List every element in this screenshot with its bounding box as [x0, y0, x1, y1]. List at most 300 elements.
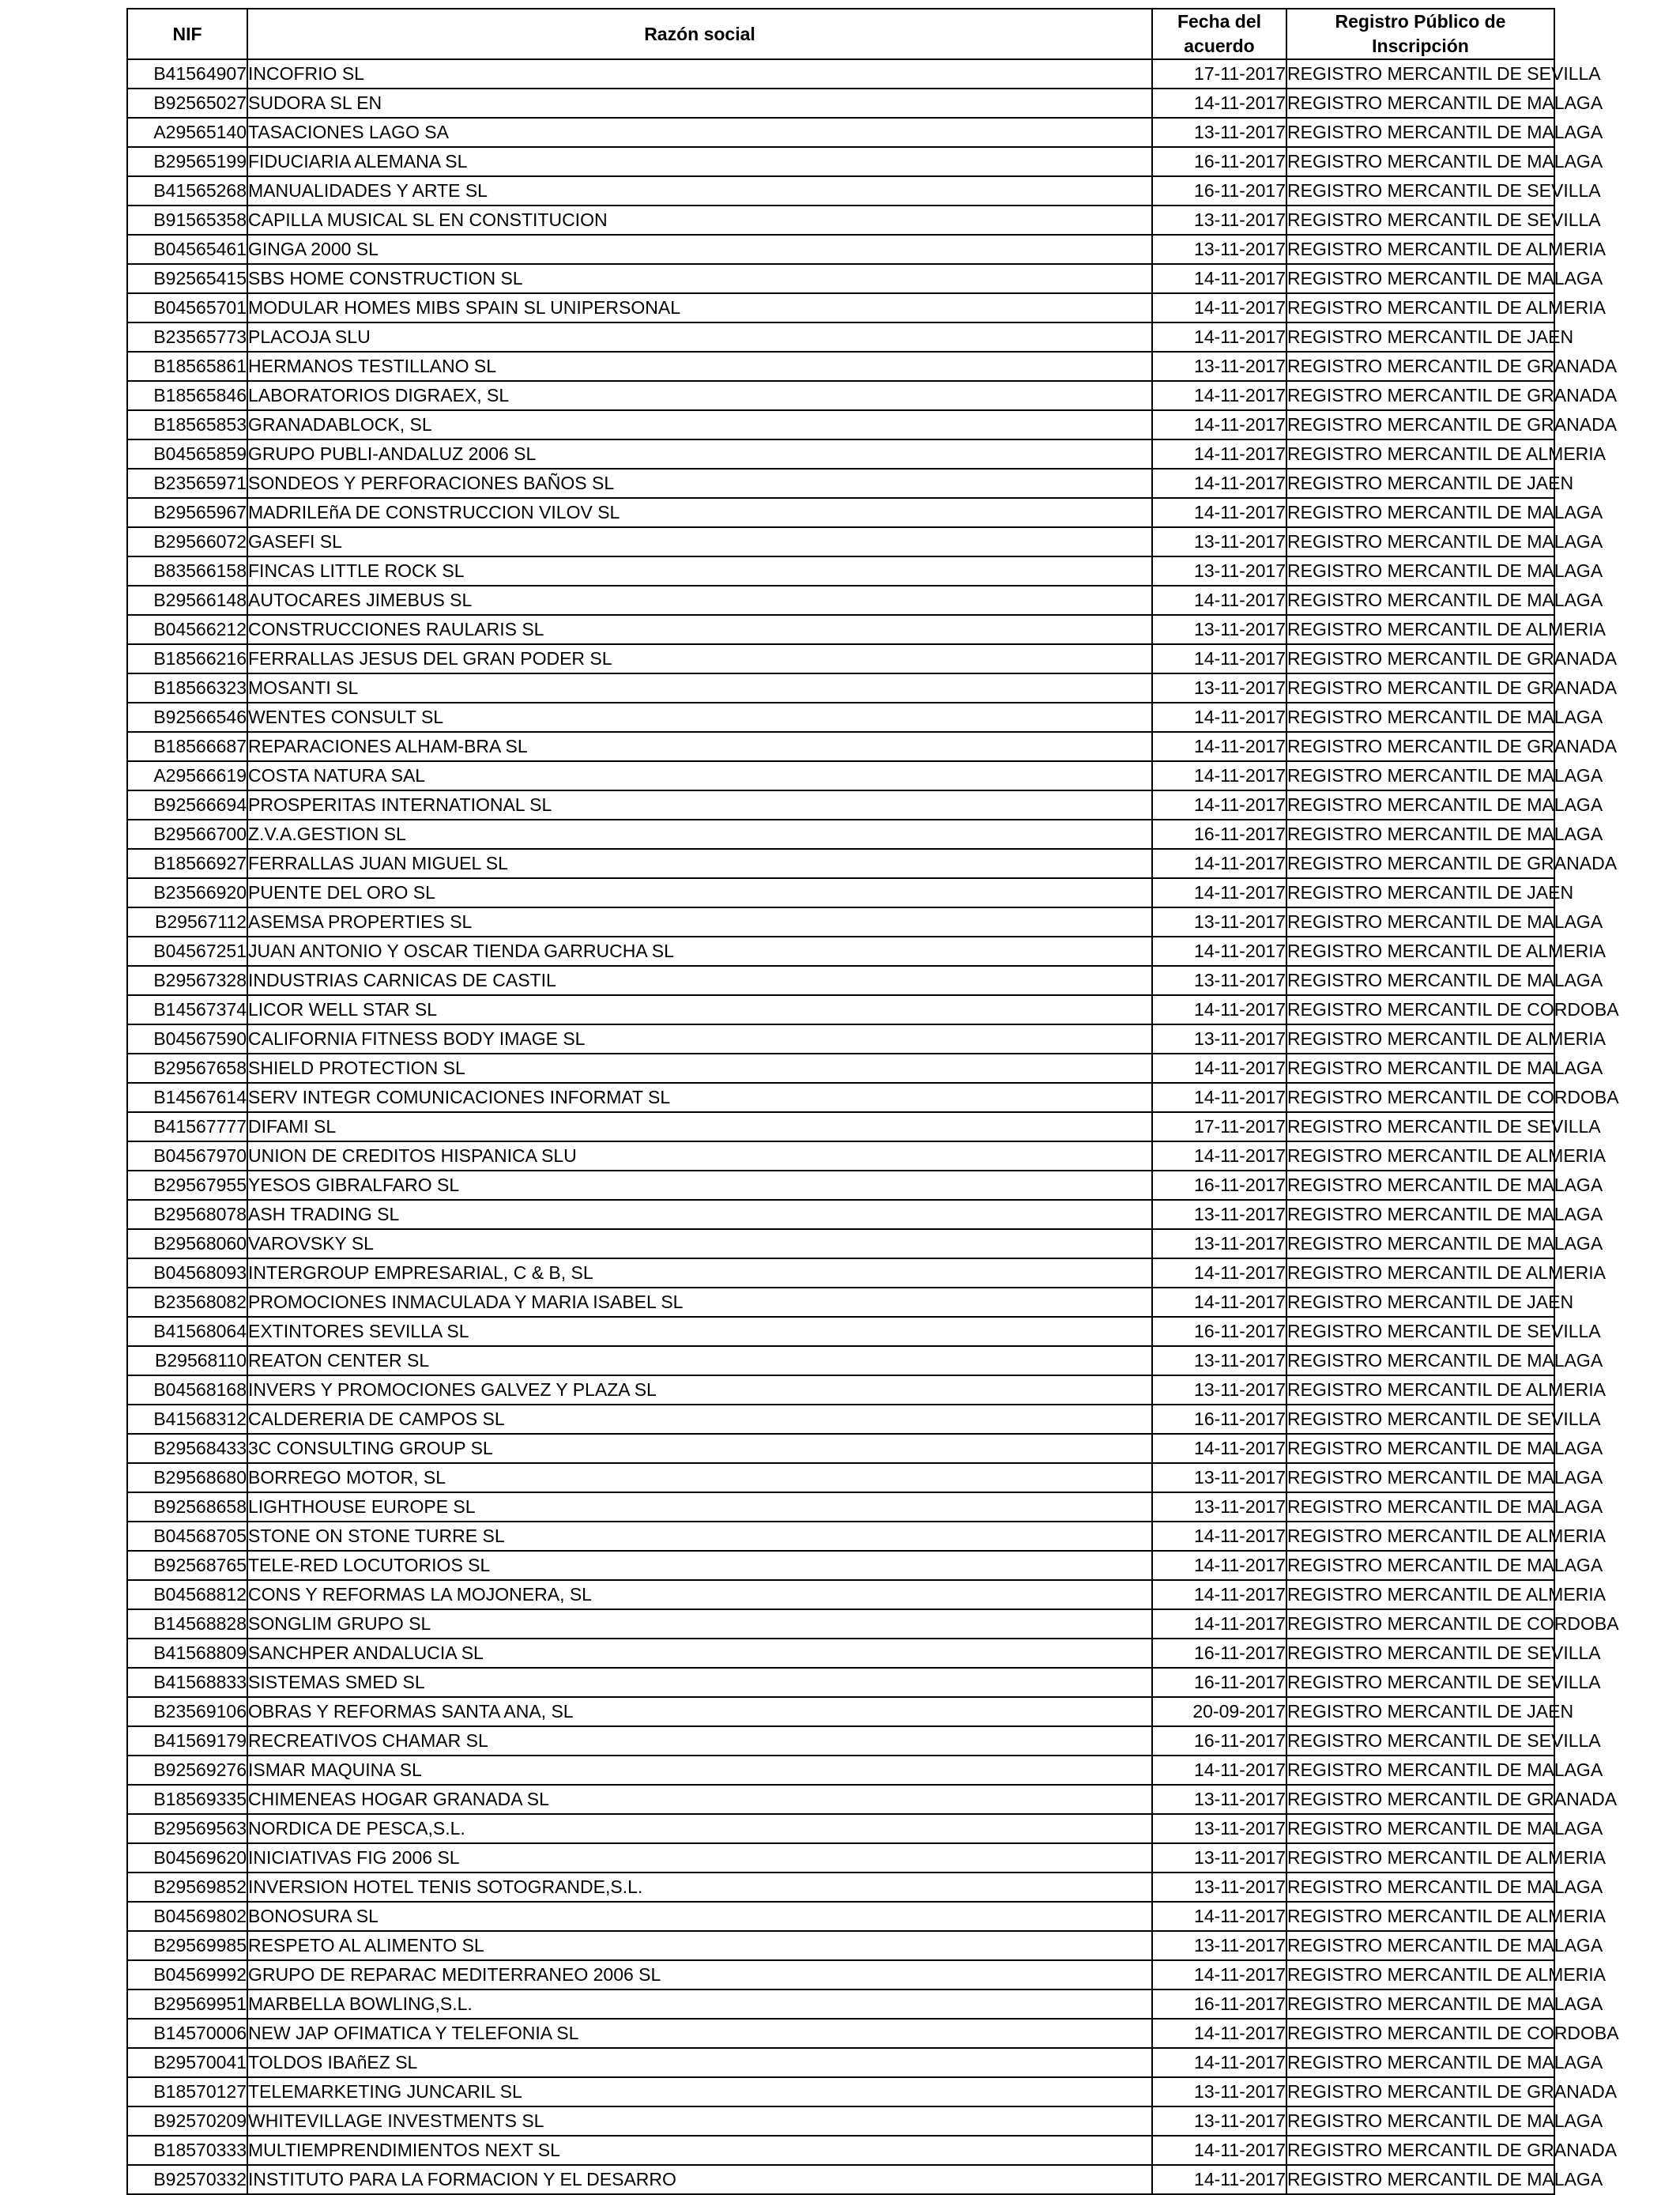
- cell-razon-social: GRANADABLOCK, SL: [247, 410, 1152, 439]
- table-row: [127, 1609, 1554, 1639]
- cell-fecha: 13-11-2017: [1152, 235, 1286, 264]
- cell-fecha: 13-11-2017: [1152, 907, 1286, 937]
- cell-registro: REGISTRO MERCANTIL DE ALMERIA: [1286, 1843, 1554, 1873]
- cell-fecha: 14-11-2017: [1152, 1258, 1286, 1288]
- cell-fecha: 14-11-2017: [1152, 1551, 1286, 1580]
- cell-fecha: 16-11-2017: [1152, 820, 1286, 849]
- cell-registro: REGISTRO MERCANTIL DE MALAGA: [1286, 1171, 1554, 1200]
- cell-fecha: 13-11-2017: [1152, 1463, 1286, 1492]
- cell-nif: B04565461: [127, 235, 247, 264]
- cell-registro: REGISTRO MERCANTIL DE MALAGA: [1286, 527, 1554, 556]
- cell-registro: REGISTRO MERCANTIL DE MALAGA: [1286, 264, 1554, 293]
- cell-nif: B18566927: [127, 849, 247, 878]
- cell-registro: REGISTRO MERCANTIL DE GRANADA: [1286, 1785, 1554, 1814]
- cell-fecha: 14-11-2017: [1152, 1756, 1286, 1785]
- cell-registro: REGISTRO MERCANTIL DE ALMERIA: [1286, 293, 1554, 322]
- cell-registro: REGISTRO MERCANTIL DE MALAGA: [1286, 2048, 1554, 2077]
- registry-table: [126, 8, 1619, 2195]
- table-row: [127, 615, 1554, 644]
- cell-registro: REGISTRO MERCANTIL DE GRANADA: [1286, 381, 1554, 410]
- cell-registro: REGISTRO MERCANTIL DE CORDOBA: [1286, 1609, 1554, 1639]
- cell-nif: B92565027: [127, 89, 247, 118]
- table-row: [127, 1756, 1554, 1785]
- cell-nif: B04569992: [127, 1960, 247, 1989]
- table-body: [127, 59, 1619, 2194]
- cell-nif: B23566920: [127, 878, 247, 907]
- table-row: [127, 1258, 1554, 1288]
- table-row: [127, 878, 1554, 907]
- cell-registro: REGISTRO MERCANTIL DE SEVILLA: [1286, 1317, 1554, 1346]
- table-row: [127, 732, 1554, 761]
- cell-registro: REGISTRO MERCANTIL DE MALAGA: [1286, 1054, 1554, 1083]
- header-row: [127, 9, 1554, 59]
- cell-razon-social: MANUALIDADES Y ARTE SL: [247, 176, 1152, 206]
- table-row: [127, 966, 1554, 995]
- cell-razon-social: PROSPERITAS INTERNATIONAL SL: [247, 790, 1152, 820]
- cell-fecha: 13-11-2017: [1152, 1375, 1286, 1405]
- cell-nif: B92565415: [127, 264, 247, 293]
- cell-razon-social: OBRAS Y REFORMAS SANTA ANA, SL: [247, 1697, 1152, 1726]
- cell-razon-social: PLACOJA SLU: [247, 322, 1152, 352]
- cell-nif: B92570332: [127, 2165, 247, 2194]
- cell-nif: B29568060: [127, 1229, 247, 1258]
- cell-nif: B29568110: [127, 1346, 247, 1375]
- cell-razon-social: INVERSION HOTEL TENIS SOTOGRANDE,S.L.: [247, 1873, 1152, 1902]
- table-row: [127, 352, 1554, 381]
- cell-nif: B23568082: [127, 1288, 247, 1317]
- cell-fecha: 13-11-2017: [1152, 615, 1286, 644]
- cell-fecha: 14-11-2017: [1152, 1580, 1286, 1609]
- cell-razon-social: ASH TRADING SL: [247, 1200, 1152, 1229]
- cell-fecha: 14-11-2017: [1152, 89, 1286, 118]
- cell-fecha: 14-11-2017: [1152, 1960, 1286, 1989]
- cell-razon-social: ISMAR MAQUINA SL: [247, 1756, 1152, 1785]
- cell-nif: B92570209: [127, 2106, 247, 2136]
- table-row: [127, 1960, 1554, 1989]
- cell-nif: B92566546: [127, 703, 247, 732]
- cell-nif: B29565967: [127, 498, 247, 527]
- cell-nif: B04567970: [127, 1141, 247, 1171]
- cell-registro: REGISTRO MERCANTIL DE ALMERIA: [1286, 1902, 1554, 1931]
- cell-razon-social: MULTIEMPRENDIMIENTOS NEXT SL: [247, 2136, 1152, 2165]
- cell-nif: B29568433: [127, 1434, 247, 1463]
- cell-razon-social: YESOS GIBRALFARO SL: [247, 1171, 1152, 1200]
- table-row: [127, 1288, 1554, 1317]
- cell-razon-social: FERRALLAS JESUS DEL GRAN PODER SL: [247, 644, 1152, 673]
- cell-registro: REGISTRO MERCANTIL DE ALMERIA: [1286, 439, 1554, 469]
- cell-nif: B18570333: [127, 2136, 247, 2165]
- cell-fecha: 16-11-2017: [1152, 1317, 1286, 1346]
- table-row: [127, 1814, 1554, 1843]
- cell-registro: REGISTRO MERCANTIL DE ALMERIA: [1286, 235, 1554, 264]
- cell-fecha: 13-11-2017: [1152, 1200, 1286, 1229]
- cell-fecha: 14-11-2017: [1152, 878, 1286, 907]
- cell-nif: B29569985: [127, 1931, 247, 1960]
- cell-nif: B29566148: [127, 586, 247, 615]
- cell-fecha: 16-11-2017: [1152, 1726, 1286, 1756]
- cell-razon-social: PROMOCIONES INMACULADA Y MARIA ISABEL SL: [247, 1288, 1152, 1317]
- table-row: [127, 790, 1554, 820]
- cell-nif: B18565846: [127, 381, 247, 410]
- cell-razon-social: GASEFI SL: [247, 527, 1152, 556]
- cell-razon-social: FIDUCIARIA ALEMANA SL: [247, 147, 1152, 176]
- cell-registro: REGISTRO MERCANTIL DE MALAGA: [1286, 586, 1554, 615]
- cell-registro: REGISTRO MERCANTIL DE MALAGA: [1286, 907, 1554, 937]
- cell-registro: REGISTRO MERCANTIL DE MALAGA: [1286, 2106, 1554, 2136]
- cell-nif: B41569179: [127, 1726, 247, 1756]
- table-row: [127, 2048, 1554, 2077]
- cell-nif: B04567251: [127, 937, 247, 966]
- cell-nif: B18566687: [127, 732, 247, 761]
- cell-registro: REGISTRO MERCANTIL DE MALAGA: [1286, 118, 1554, 147]
- table-row: [127, 1024, 1554, 1054]
- table-row: [127, 1141, 1554, 1171]
- cell-registro: REGISTRO MERCANTIL DE MALAGA: [1286, 2165, 1554, 2194]
- cell-razon-social: ASEMSA PROPERTIES SL: [247, 907, 1152, 937]
- cell-nif: B29567112: [127, 907, 247, 937]
- table-row: [127, 439, 1554, 469]
- cell-razon-social: REPARACIONES ALHAM-BRA SL: [247, 732, 1152, 761]
- cell-razon-social: SONDEOS Y PERFORACIONES BAÑOS SL: [247, 469, 1152, 498]
- cell-razon-social: SISTEMAS SMED SL: [247, 1668, 1152, 1697]
- table-row: [127, 469, 1554, 498]
- cell-nif: B29567658: [127, 1054, 247, 1083]
- cell-fecha: 13-11-2017: [1152, 1931, 1286, 1960]
- cell-fecha: 16-11-2017: [1152, 147, 1286, 176]
- cell-razon-social: Z.V.A.GESTION SL: [247, 820, 1152, 849]
- cell-nif: B29569951: [127, 1989, 247, 2019]
- header-razon-social: Razón social: [247, 9, 1152, 59]
- cell-fecha: 13-11-2017: [1152, 2106, 1286, 2136]
- cell-registro: REGISTRO MERCANTIL DE MALAGA: [1286, 1551, 1554, 1580]
- cell-razon-social: MADRILEñA DE CONSTRUCCION VILOV SL: [247, 498, 1152, 527]
- table-row: [127, 1785, 1554, 1814]
- cell-razon-social: GINGA 2000 SL: [247, 235, 1152, 264]
- table-row: [127, 849, 1554, 878]
- cell-nif: B41565268: [127, 176, 247, 206]
- cell-nif: B23565773: [127, 322, 247, 352]
- cell-registro: REGISTRO MERCANTIL DE ALMERIA: [1286, 1522, 1554, 1551]
- cell-fecha: 14-11-2017: [1152, 498, 1286, 527]
- cell-registro: REGISTRO MERCANTIL DE GRANADA: [1286, 352, 1554, 381]
- cell-nif: B18566216: [127, 644, 247, 673]
- cell-fecha: 14-11-2017: [1152, 761, 1286, 790]
- table-row: [127, 118, 1554, 147]
- table-row: [127, 1639, 1554, 1668]
- cell-registro: REGISTRO MERCANTIL DE GRANADA: [1286, 732, 1554, 761]
- table-row: [127, 1405, 1554, 1434]
- table-row: [127, 89, 1554, 118]
- cell-razon-social: VAROVSKY SL: [247, 1229, 1152, 1258]
- cell-registro: REGISTRO MERCANTIL DE GRANADA: [1286, 644, 1554, 673]
- cell-nif: A29566619: [127, 761, 247, 790]
- cell-razon-social: SUDORA SL EN: [247, 89, 1152, 118]
- cell-fecha: 13-11-2017: [1152, 966, 1286, 995]
- cell-razon-social: WENTES CONSULT SL: [247, 703, 1152, 732]
- table-row: [127, 937, 1554, 966]
- cell-nif: B29569563: [127, 1814, 247, 1843]
- table-row: [127, 1229, 1554, 1258]
- cell-razon-social: COSTA NATURA SAL: [247, 761, 1152, 790]
- cell-nif: B18566323: [127, 673, 247, 703]
- cell-registro: REGISTRO MERCANTIL DE ALMERIA: [1286, 937, 1554, 966]
- table-row: [127, 907, 1554, 937]
- header-registro: Registro Público de Inscripción: [1286, 9, 1554, 59]
- cell-registro: REGISTRO MERCANTIL DE MALAGA: [1286, 1200, 1554, 1229]
- cell-nif: A29565140: [127, 118, 247, 147]
- cell-nif: B14567374: [127, 995, 247, 1024]
- cell-fecha: 13-11-2017: [1152, 1785, 1286, 1814]
- cell-registro: REGISTRO MERCANTIL DE CORDOBA: [1286, 1083, 1554, 1112]
- cell-registro: REGISTRO MERCANTIL DE GRANADA: [1286, 2136, 1554, 2165]
- cell-razon-social: TELE-RED LOCUTORIOS SL: [247, 1551, 1152, 1580]
- cell-registro: REGISTRO MERCANTIL DE SEVILLA: [1286, 1726, 1554, 1756]
- cell-registro: REGISTRO MERCANTIL DE SEVILLA: [1286, 1639, 1554, 1668]
- cell-registro: REGISTRO MERCANTIL DE SEVILLA: [1286, 1112, 1554, 1141]
- cell-nif: B18565861: [127, 352, 247, 381]
- cell-nif: B41568833: [127, 1668, 247, 1697]
- cell-razon-social: STONE ON STONE TURRE SL: [247, 1522, 1152, 1551]
- table-row: [127, 556, 1554, 586]
- cell-fecha: 17-11-2017: [1152, 1112, 1286, 1141]
- cell-registro: REGISTRO MERCANTIL DE MALAGA: [1286, 790, 1554, 820]
- cell-registro: REGISTRO MERCANTIL DE JAEN: [1286, 878, 1554, 907]
- table-row: [127, 1902, 1554, 1931]
- table-row: [127, 59, 1554, 89]
- cell-fecha: 16-11-2017: [1152, 1639, 1286, 1668]
- cell-fecha: 14-11-2017: [1152, 644, 1286, 673]
- cell-razon-social: CONS Y REFORMAS LA MOJONERA, SL: [247, 1580, 1152, 1609]
- cell-fecha: 13-11-2017: [1152, 2077, 1286, 2106]
- table-row: [127, 703, 1554, 732]
- cell-nif: B83566158: [127, 556, 247, 586]
- cell-registro: REGISTRO MERCANTIL DE JAEN: [1286, 1697, 1554, 1726]
- cell-razon-social: CONSTRUCCIONES RAULARIS SL: [247, 615, 1152, 644]
- cell-razon-social: LIGHTHOUSE EUROPE SL: [247, 1492, 1152, 1522]
- cell-fecha: 13-11-2017: [1152, 556, 1286, 586]
- cell-razon-social: TELEMARKETING JUNCARIL SL: [247, 2077, 1152, 2106]
- cell-nif: B04568093: [127, 1258, 247, 1288]
- cell-registro: REGISTRO MERCANTIL DE ALMERIA: [1286, 1258, 1554, 1288]
- cell-nif: B41568809: [127, 1639, 247, 1668]
- cell-fecha: 16-11-2017: [1152, 176, 1286, 206]
- cell-razon-social: BONOSURA SL: [247, 1902, 1152, 1931]
- table-row: [127, 1931, 1554, 1960]
- cell-fecha: 16-11-2017: [1152, 1989, 1286, 2019]
- cell-fecha: 14-11-2017: [1152, 469, 1286, 498]
- table-row: [127, 1843, 1554, 1873]
- cell-registro: REGISTRO MERCANTIL DE MALAGA: [1286, 498, 1554, 527]
- table-row: [127, 1551, 1554, 1580]
- cell-nif: B29566072: [127, 527, 247, 556]
- cell-registro: REGISTRO MERCANTIL DE SEVILLA: [1286, 59, 1554, 89]
- cell-razon-social: BORREGO MOTOR, SL: [247, 1463, 1152, 1492]
- cell-razon-social: UNION DE CREDITOS HISPANICA SLU: [247, 1141, 1152, 1171]
- table-row: [127, 1434, 1554, 1463]
- cell-nif: B29570041: [127, 2048, 247, 2077]
- cell-fecha: 14-11-2017: [1152, 937, 1286, 966]
- cell-razon-social: EXTINTORES SEVILLA SL: [247, 1317, 1152, 1346]
- cell-razon-social: SBS HOME CONSTRUCTION SL: [247, 264, 1152, 293]
- cell-nif: B41568064: [127, 1317, 247, 1346]
- cell-nif: B29565199: [127, 147, 247, 176]
- cell-fecha: 16-11-2017: [1152, 1171, 1286, 1200]
- cell-registro: REGISTRO MERCANTIL DE MALAGA: [1286, 1814, 1554, 1843]
- cell-nif: B23565971: [127, 469, 247, 498]
- cell-fecha: 13-11-2017: [1152, 1492, 1286, 1522]
- table-row: [127, 176, 1554, 206]
- cell-nif: B41568312: [127, 1405, 247, 1434]
- cell-nif: B18565853: [127, 410, 247, 439]
- cell-fecha: 14-11-2017: [1152, 322, 1286, 352]
- cell-fecha: 13-11-2017: [1152, 1229, 1286, 1258]
- cell-fecha: 13-11-2017: [1152, 206, 1286, 235]
- cell-nif: B04567590: [127, 1024, 247, 1054]
- cell-fecha: 14-11-2017: [1152, 995, 1286, 1024]
- cell-registro: REGISTRO MERCANTIL DE MALAGA: [1286, 1931, 1554, 1960]
- table-row: [127, 498, 1554, 527]
- cell-razon-social: HERMANOS TESTILLANO SL: [247, 352, 1152, 381]
- cell-fecha: 14-11-2017: [1152, 1054, 1286, 1083]
- cell-registro: REGISTRO MERCANTIL DE MALAGA: [1286, 1229, 1554, 1258]
- cell-razon-social: DIFAMI SL: [247, 1112, 1152, 1141]
- cell-nif: B14568828: [127, 1609, 247, 1639]
- table-row: [127, 1989, 1554, 2019]
- cell-fecha: 16-11-2017: [1152, 1405, 1286, 1434]
- cell-fecha: 20-09-2017: [1152, 1697, 1286, 1726]
- cell-fecha: 14-11-2017: [1152, 703, 1286, 732]
- cell-registro: REGISTRO MERCANTIL DE MALAGA: [1286, 1346, 1554, 1375]
- cell-registro: REGISTRO MERCANTIL DE MALAGA: [1286, 703, 1554, 732]
- cell-fecha: 14-11-2017: [1152, 293, 1286, 322]
- cell-razon-social: SANCHPER ANDALUCIA SL: [247, 1639, 1152, 1668]
- cell-registro: REGISTRO MERCANTIL DE ALMERIA: [1286, 1580, 1554, 1609]
- cell-nif: B92568765: [127, 1551, 247, 1580]
- table-row: [127, 673, 1554, 703]
- table-row: [127, 410, 1554, 439]
- cell-nif: B18569335: [127, 1785, 247, 1814]
- cell-razon-social: INICIATIVAS FIG 2006 SL: [247, 1843, 1152, 1873]
- table-row: [127, 1463, 1554, 1492]
- table-row: [127, 1171, 1554, 1200]
- cell-fecha: 14-11-2017: [1152, 410, 1286, 439]
- cell-nif: B92569276: [127, 1756, 247, 1785]
- cell-nif: B04565859: [127, 439, 247, 469]
- cell-fecha: 14-11-2017: [1152, 2136, 1286, 2165]
- cell-razon-social: INSTITUTO PARA LA FORMACION Y EL DESARRO: [247, 2165, 1152, 2194]
- cell-nif: B41564907: [127, 59, 247, 89]
- cell-razon-social: SHIELD PROTECTION SL: [247, 1054, 1152, 1083]
- cell-registro: REGISTRO MERCANTIL DE CORDOBA: [1286, 2019, 1554, 2048]
- table-row: [127, 381, 1554, 410]
- cell-razon-social: CALDERERIA DE CAMPOS SL: [247, 1405, 1152, 1434]
- cell-nif: B04568812: [127, 1580, 247, 1609]
- cell-razon-social: NORDICA DE PESCA,S.L.: [247, 1814, 1152, 1843]
- cell-nif: B29566700: [127, 820, 247, 849]
- table-row: [127, 2019, 1554, 2048]
- cell-razon-social: TOLDOS IBAñEZ SL: [247, 2048, 1152, 2077]
- cell-registro: REGISTRO MERCANTIL DE SEVILLA: [1286, 206, 1554, 235]
- table-row: [127, 586, 1554, 615]
- table-row: [127, 1580, 1554, 1609]
- cell-fecha: 14-11-2017: [1152, 1141, 1286, 1171]
- table-row: [127, 2136, 1554, 2165]
- table-row: [127, 1317, 1554, 1346]
- cell-nif: B23569106: [127, 1697, 247, 1726]
- cell-razon-social: INCOFRIO SL: [247, 59, 1152, 89]
- cell-registro: REGISTRO MERCANTIL DE MALAGA: [1286, 1492, 1554, 1522]
- cell-fecha: 14-11-2017: [1152, 381, 1286, 410]
- cell-registro: REGISTRO MERCANTIL DE MALAGA: [1286, 147, 1554, 176]
- table-row: [127, 2106, 1554, 2136]
- cell-nif: B92568658: [127, 1492, 247, 1522]
- table-row: [127, 2165, 1554, 2194]
- cell-razon-social: WHITEVILLAGE INVESTMENTS SL: [247, 2106, 1152, 2136]
- cell-fecha: 13-11-2017: [1152, 1346, 1286, 1375]
- header-nif: NIF: [127, 9, 247, 59]
- cell-fecha: 14-11-2017: [1152, 586, 1286, 615]
- cell-nif: B14567614: [127, 1083, 247, 1112]
- cell-registro: REGISTRO MERCANTIL DE ALMERIA: [1286, 615, 1554, 644]
- cell-registro: REGISTRO MERCANTIL DE GRANADA: [1286, 410, 1554, 439]
- cell-registro: REGISTRO MERCANTIL DE MALAGA: [1286, 556, 1554, 586]
- table-row: [127, 995, 1554, 1024]
- cell-razon-social: GRUPO DE REPARAC MEDITERRANEO 2006 SL: [247, 1960, 1152, 1989]
- cell-nif: B29567955: [127, 1171, 247, 1200]
- cell-registro: REGISTRO MERCANTIL DE JAEN: [1286, 469, 1554, 498]
- cell-razon-social: 3C CONSULTING GROUP SL: [247, 1434, 1152, 1463]
- table-row: [127, 527, 1554, 556]
- table-row: [127, 1054, 1554, 1083]
- cell-fecha: 16-11-2017: [1152, 1668, 1286, 1697]
- cell-nif: B29568078: [127, 1200, 247, 1229]
- cell-razon-social: MARBELLA BOWLING,S.L.: [247, 1989, 1152, 2019]
- cell-registro: REGISTRO MERCANTIL DE MALAGA: [1286, 1756, 1554, 1785]
- cell-razon-social: MOSANTI SL: [247, 673, 1152, 703]
- cell-razon-social: INVERS Y PROMOCIONES GALVEZ Y PLAZA SL: [247, 1375, 1152, 1405]
- cell-razon-social: GRUPO PUBLI-ANDALUZ 2006 SL: [247, 439, 1152, 469]
- cell-fecha: 13-11-2017: [1152, 352, 1286, 381]
- table-row: [127, 1112, 1554, 1141]
- cell-nif: B04566212: [127, 615, 247, 644]
- cell-fecha: 13-11-2017: [1152, 1873, 1286, 1902]
- cell-nif: B29568680: [127, 1463, 247, 1492]
- cell-razon-social: TASACIONES LAGO SA: [247, 118, 1152, 147]
- cell-registro: REGISTRO MERCANTIL DE MALAGA: [1286, 761, 1554, 790]
- cell-razon-social: RESPETO AL ALIMENTO SL: [247, 1931, 1152, 1960]
- cell-nif: B18570127: [127, 2077, 247, 2106]
- cell-registro: REGISTRO MERCANTIL DE MALAGA: [1286, 1463, 1554, 1492]
- cell-razon-social: CAPILLA MUSICAL SL EN CONSTITUCION: [247, 206, 1152, 235]
- cell-fecha: 14-11-2017: [1152, 732, 1286, 761]
- cell-registro: REGISTRO MERCANTIL DE MALAGA: [1286, 1989, 1554, 2019]
- cell-razon-social: LABORATORIOS DIGRAEX, SL: [247, 381, 1152, 410]
- cell-registro: REGISTRO MERCANTIL DE CORDOBA: [1286, 995, 1554, 1024]
- cell-razon-social: MODULAR HOMES MIBS SPAIN SL UNIPERSONAL: [247, 293, 1152, 322]
- cell-fecha: 14-11-2017: [1152, 264, 1286, 293]
- table-row: [127, 1668, 1554, 1697]
- cell-razon-social: NEW JAP OFIMATICA Y TELEFONIA SL: [247, 2019, 1152, 2048]
- header-fecha: Fecha del acuerdo: [1152, 9, 1286, 59]
- table-row: [127, 2077, 1554, 2106]
- cell-fecha: 13-11-2017: [1152, 673, 1286, 703]
- cell-razon-social: RECREATIVOS CHAMAR SL: [247, 1726, 1152, 1756]
- table-header: [127, 9, 1554, 59]
- cell-razon-social: SERV INTEGR COMUNICACIONES INFORMAT SL: [247, 1083, 1152, 1112]
- table-row: [127, 1522, 1554, 1551]
- cell-razon-social: CHIMENEAS HOGAR GRANADA SL: [247, 1785, 1152, 1814]
- cell-registro: REGISTRO MERCANTIL DE GRANADA: [1286, 673, 1554, 703]
